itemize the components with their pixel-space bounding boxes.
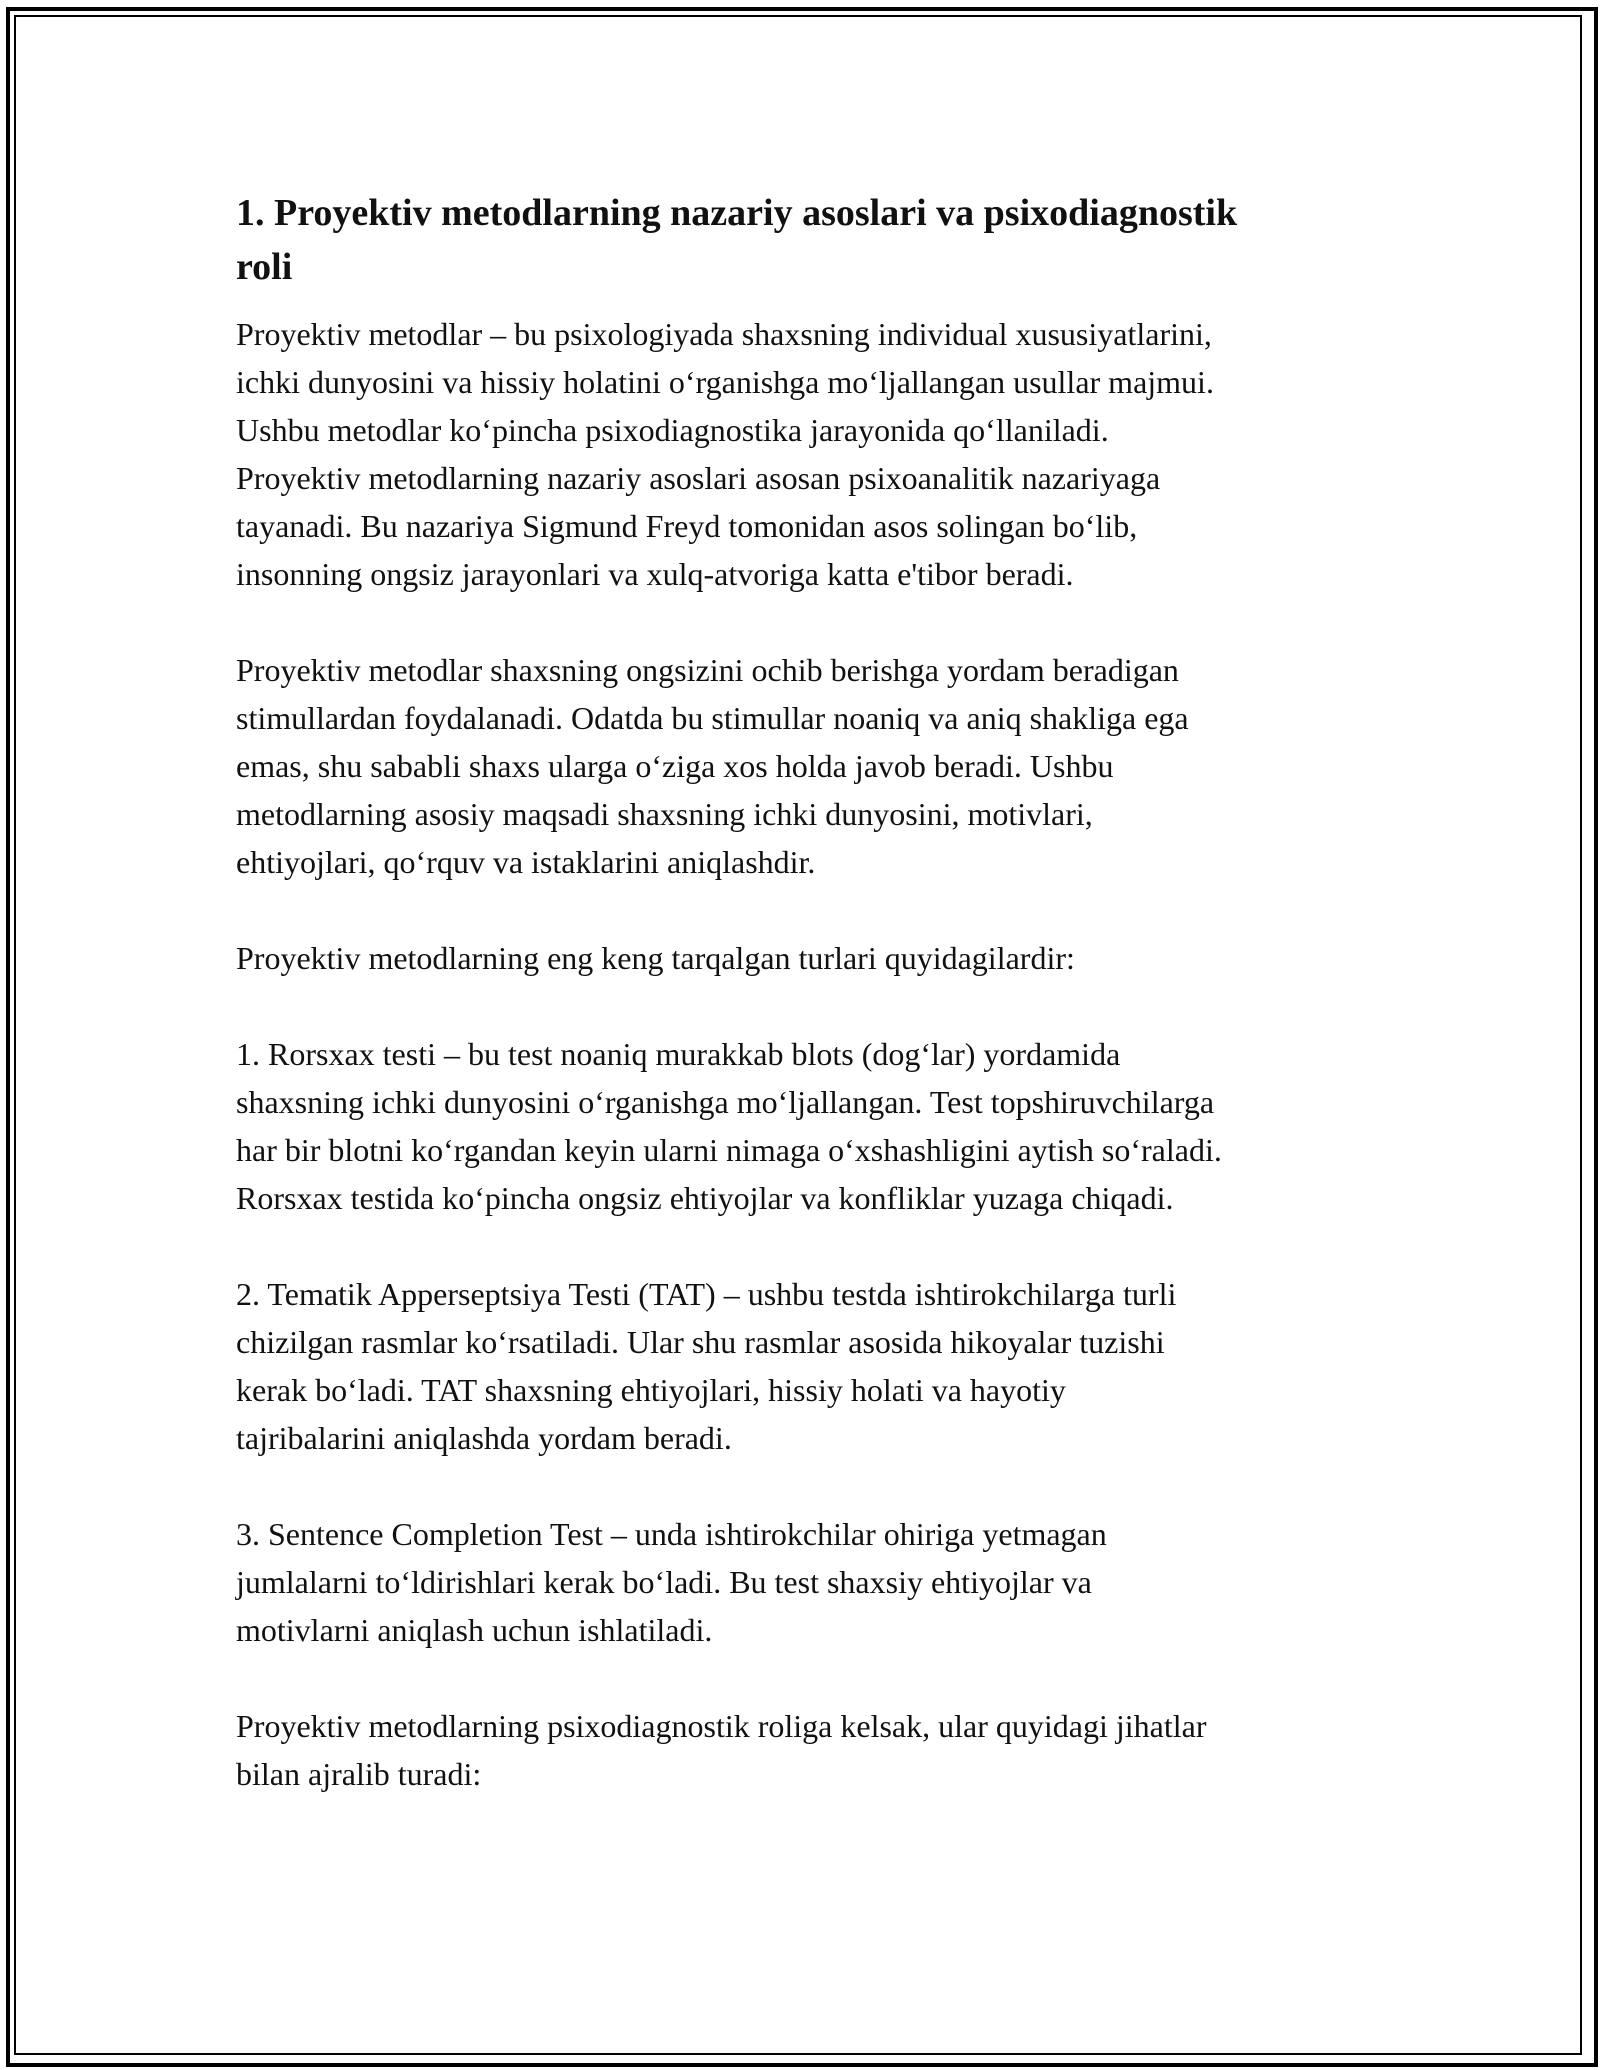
text-line: Proyektiv metodlar shaxsning ongsizini ochib berishga yordam beradigan — [236, 652, 1179, 688]
text-line: Proyektiv metodlarning nazariy asoslari asosan psixoanalitik nazariyaga — [236, 460, 1161, 496]
text-line: 3. Sentence Completion Test – unda ishtirokchilar ohiriga yetmagan — [236, 1516, 1107, 1552]
text-line: insonning ongsiz jarayonlari va xulq-atvoriga katta e'tibor beradi. — [236, 556, 1074, 592]
paragraph-role — [236, 1702, 1366, 1798]
text-line: stimullardan foydalanadi. Odatda bu stimullar noaniq va aniq shakliga ega — [236, 700, 1189, 736]
text-line: har bir blotni ko‘rgandan keyin ularni nimaga o‘xshashligini aytish so‘raladi. — [236, 1132, 1222, 1168]
text-line: Ushbu metodlar ko‘pincha psixodiagnostika jarayonida qo‘llaniladi. — [236, 412, 1109, 448]
text-line: ichki dunyosini va hissiy holatini o‘rganishga mo‘ljallangan usullar majmui. — [236, 364, 1214, 400]
paragraph-types-intro — [236, 934, 1366, 982]
document-body — [236, 186, 1366, 1846]
text-line: motivlarni aniqlash uchun ishlatiladi. — [236, 1612, 713, 1648]
text-line: tayanadi. Bu nazariya Sigmund Freyd tomonidan asos solingan bo‘lib, — [236, 508, 1138, 544]
title-line: roli — [236, 246, 293, 288]
text-line: emas, shu sababli shaxs ularga o‘ziga xos holda javob beradi. Ushbu — [236, 748, 1114, 784]
text-line: Proyektiv metodlar – bu psixologiyada shaxsning individual xususiyatlarini, — [236, 316, 1212, 352]
list-item-tat — [236, 1270, 1366, 1462]
text-line: tajribalarini aniqlashda yordam beradi. — [236, 1420, 732, 1456]
paragraph-intro — [236, 310, 1366, 598]
text-line: shaxsning ichki dunyosini o‘rganishga mo‘ljallangan. Test topshiruvchilarga — [236, 1084, 1215, 1120]
text-line: Proyektiv metodlarning eng keng tarqalgan turlari quyidagilardir: — [236, 940, 1075, 976]
text-line: metodlarning asosiy maqsadi shaxsning ichki dunyosini, motivlari, — [236, 796, 1093, 832]
text-line: bilan ajralib turadi: — [236, 1756, 482, 1792]
text-line: 1. Rorsxax testi – bu test noaniq murakkab blots (dog‘lar) yordamida — [236, 1036, 1121, 1072]
text-line: chizilgan rasmlar ko‘rsatiladi. Ular shu rasmlar asosida hikoyalar tuzishi — [236, 1324, 1165, 1360]
text-line: kerak bo‘ladi. TAT shaxsning ehtiyojlari, hissiy holati va hayotiy — [236, 1372, 1066, 1408]
text-line: ehtiyojlari, qo‘rquv va istaklarini aniqlashdir. — [236, 844, 816, 880]
title-line: 1. Proyektiv metodlarning nazariy asoslari va psixodiagnostik — [236, 192, 1238, 234]
text-line: Rorsxax testida ko‘pincha ongsiz ehtiyojlar va konfliklar yuzaga chiqadi. — [236, 1180, 1174, 1216]
text-line: Proyektiv metodlarning psixodiagnostik roliga kelsak, ular quyidagi jihatlar — [236, 1708, 1207, 1744]
section-title — [236, 186, 1366, 294]
text-line: 2. Tematik Apperseptsiya Testi (TAT) – ushbu testda ishtirokchilarga turli — [236, 1276, 1177, 1312]
paragraph-stimuli — [236, 646, 1366, 886]
list-item-sentence-completion — [236, 1510, 1366, 1654]
list-item-rorschach — [236, 1030, 1366, 1222]
text-line: jumlalarni to‘ldirishlari kerak bo‘ladi. Bu test shaxsiy ehtiyojlar va — [236, 1564, 1092, 1600]
